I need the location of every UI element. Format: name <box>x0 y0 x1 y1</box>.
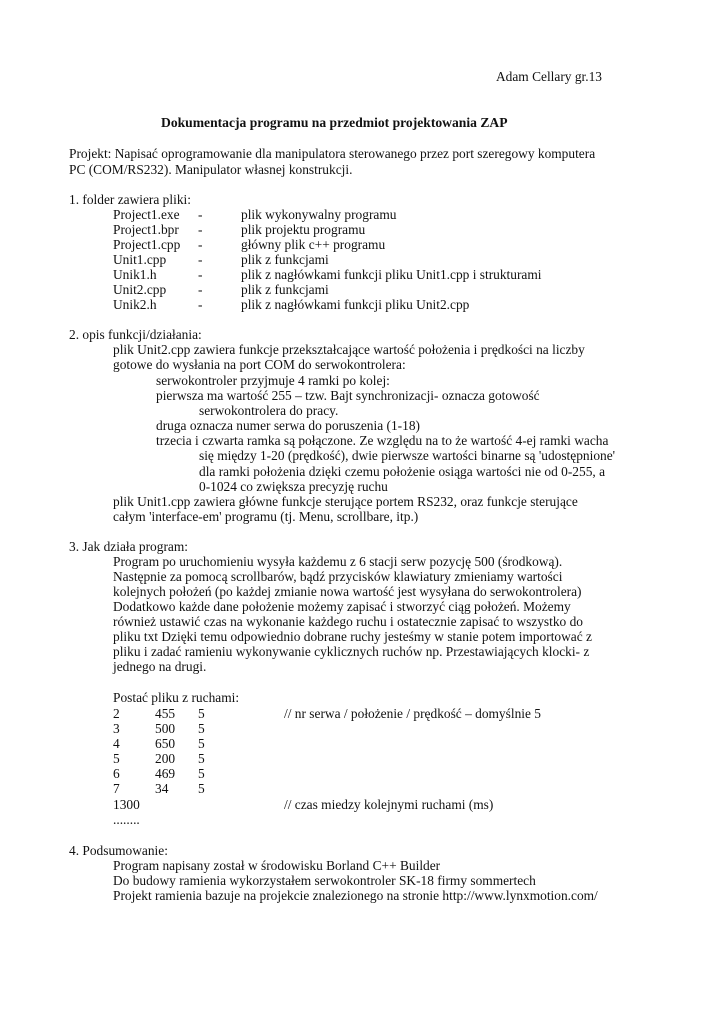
servo-speed: 5 <box>198 781 205 796</box>
file-name: Unik2.h <box>113 297 157 312</box>
paragraph-line: serwokontroler przyjmuje 4 ramki po kolej: <box>156 373 390 388</box>
file-format-heading: Postać pliku z ruchami: <box>113 690 240 705</box>
project-line-1: Projekt: Napisać oprogramowanie dla manipulatora sterowanego przez port szeregowy komputera <box>69 146 596 161</box>
paragraph-line: pliku i zadać ramieniu wykonywanie cyklicznych ruchów np. Przestawiających klocki- z <box>113 644 590 659</box>
servo-speed: 5 <box>198 766 205 781</box>
paragraph-line: trzecia i czwarta ramka są połączone. Ze względu na to że wartość 4-ej ramki wacha <box>156 433 609 448</box>
paragraph-line: Program napisany został w środowisku Borland C++ Builder <box>113 858 441 873</box>
file-dash: - <box>198 297 203 312</box>
section-4-heading: 4. Podsumowanie: <box>69 843 168 858</box>
servo-speed: 5 <box>198 721 205 736</box>
project-line-2: PC (COM/RS232). Manipulator własnej konstrukcji. <box>69 162 353 177</box>
servo-number: 3 <box>113 721 120 736</box>
servo-speed: 5 <box>198 736 205 751</box>
file-description: plik z funkcjami <box>241 282 329 297</box>
servo-position: 650 <box>155 736 176 751</box>
paragraph-line: Dodatkowo każde dane położenie możemy zapisać i stworzyć ciąg położeń. Możemy <box>113 599 571 614</box>
paragraph-line: gotowe do wysłania na port COM do serwokontrolera: <box>113 357 406 372</box>
file-name: Unit1.cpp <box>113 252 167 267</box>
paragraph-line: serwokontrolera do pracy. <box>199 403 339 418</box>
servo-speed: 5 <box>198 751 205 766</box>
servo-number: 7 <box>113 781 120 796</box>
file-name: Unik1.h <box>113 267 157 282</box>
file-dash: - <box>198 207 203 222</box>
section-2-heading: 2. opis funkcji/działania: <box>69 327 202 342</box>
paragraph-line: się między 1-20 (prędkość), dwie pierwsze wartości binarne są 'udostępnione' <box>199 448 616 463</box>
file-dash: - <box>198 237 203 252</box>
paragraph-line: Następnie za pomocą scrollbarów, bądź przycisków klawiatury zmieniamy wartości <box>113 569 563 584</box>
paragraph-line: całym 'interface-em' programu (tj. Menu, scrollbare, itp.) <box>113 509 419 524</box>
paragraph-line: pierwsza ma wartość 255 – tzw. Bajt synchronizacji- oznacza gotowość <box>156 388 540 403</box>
servo-position: 455 <box>155 706 176 721</box>
servo-number: 6 <box>113 766 120 781</box>
paragraph-line: plik Unit2.cpp zawiera funkcje przekształcające wartość położenia i prędkości na liczby <box>113 342 585 357</box>
section-3-heading: 3. Jak działa program: <box>69 539 188 554</box>
paragraph-line: Projekt ramienia bazuje na projekcie znalezionego na stronie http://www.lynxmotion.com/ <box>113 888 598 903</box>
servo-position: 200 <box>155 751 176 766</box>
document-title: Dokumentacja programu na przedmiot projektowania ZAP <box>161 115 508 130</box>
servo-position: 34 <box>155 781 169 796</box>
paragraph-line: kolejnych położeń (po każdej zmianie nowa wartość jest wysyłana do serwokontrolera) <box>113 584 582 599</box>
file-dash: - <box>198 267 203 282</box>
time-value: 1300 <box>113 797 140 812</box>
ellipsis: ........ <box>113 812 140 827</box>
file-description: plik z funkcjami <box>241 252 329 267</box>
paragraph-line: plik Unit1.cpp zawiera główne funkcje sterujące portem RS232, oraz funkcje sterujące <box>113 494 578 509</box>
file-dash: - <box>198 222 203 237</box>
paragraph-line: również ustawić czas na wykonanie każdego ruchu i ostatecznie zapisać to wszystko do <box>113 614 583 629</box>
servo-position: 500 <box>155 721 176 736</box>
servo-number: 2 <box>113 706 120 721</box>
servo-speed: 5 <box>198 706 205 721</box>
time-comment: // czas miedzy kolejnymi ruchami (ms) <box>284 797 494 812</box>
servo-number: 4 <box>113 736 120 751</box>
file-name: Unit2.cpp <box>113 282 167 297</box>
paragraph-line: jednego na drugi. <box>113 659 207 674</box>
paragraph-line: 0-1024 co zwiększa precyzję ruchu <box>199 479 388 494</box>
servo-number: 5 <box>113 751 120 766</box>
paragraph-line: druga oznacza numer serwa do poruszenia (1-18) <box>156 418 420 433</box>
section-1-heading: 1. folder zawiera pliki: <box>69 192 191 207</box>
file-description: plik projektu programu <box>241 222 366 237</box>
file-name: Project1.exe <box>113 207 180 222</box>
paragraph-line: dla ramki położenia dzięki czemu położenie osiąga wartości nie od 0-255, a <box>199 464 606 479</box>
paragraph-line: pliku txt Dzięki temu odpowiednio dobrane ruchy jesteśmy w stanie potem importować z <box>113 629 592 644</box>
file-name: Project1.cpp <box>113 237 181 252</box>
row-comment: // nr serwa / położenie / prędkość – domyślnie 5 <box>284 706 541 721</box>
file-description: plik z nagłówkami funkcji pliku Unit1.cpp i strukturami <box>241 267 542 282</box>
paragraph-line: Program po uruchomieniu wysyła każdemu z 6 stacji serw pozycję 500 (środkową). <box>113 554 563 569</box>
file-description: plik z nagłówkami funkcji pliku Unit2.cpp <box>241 297 470 312</box>
file-dash: - <box>198 252 203 267</box>
servo-position: 469 <box>155 766 176 781</box>
file-description: plik wykonywalny programu <box>241 207 397 222</box>
file-description: główny plik c++ programu <box>241 237 386 252</box>
paragraph-line: Do budowy ramienia wykorzystałem serwokontroler SK-18 firmy sommertech <box>113 873 536 888</box>
file-name: Project1.bpr <box>113 222 179 237</box>
file-dash: - <box>198 282 203 297</box>
author-line: Adam Cellary gr.13 <box>496 69 602 84</box>
